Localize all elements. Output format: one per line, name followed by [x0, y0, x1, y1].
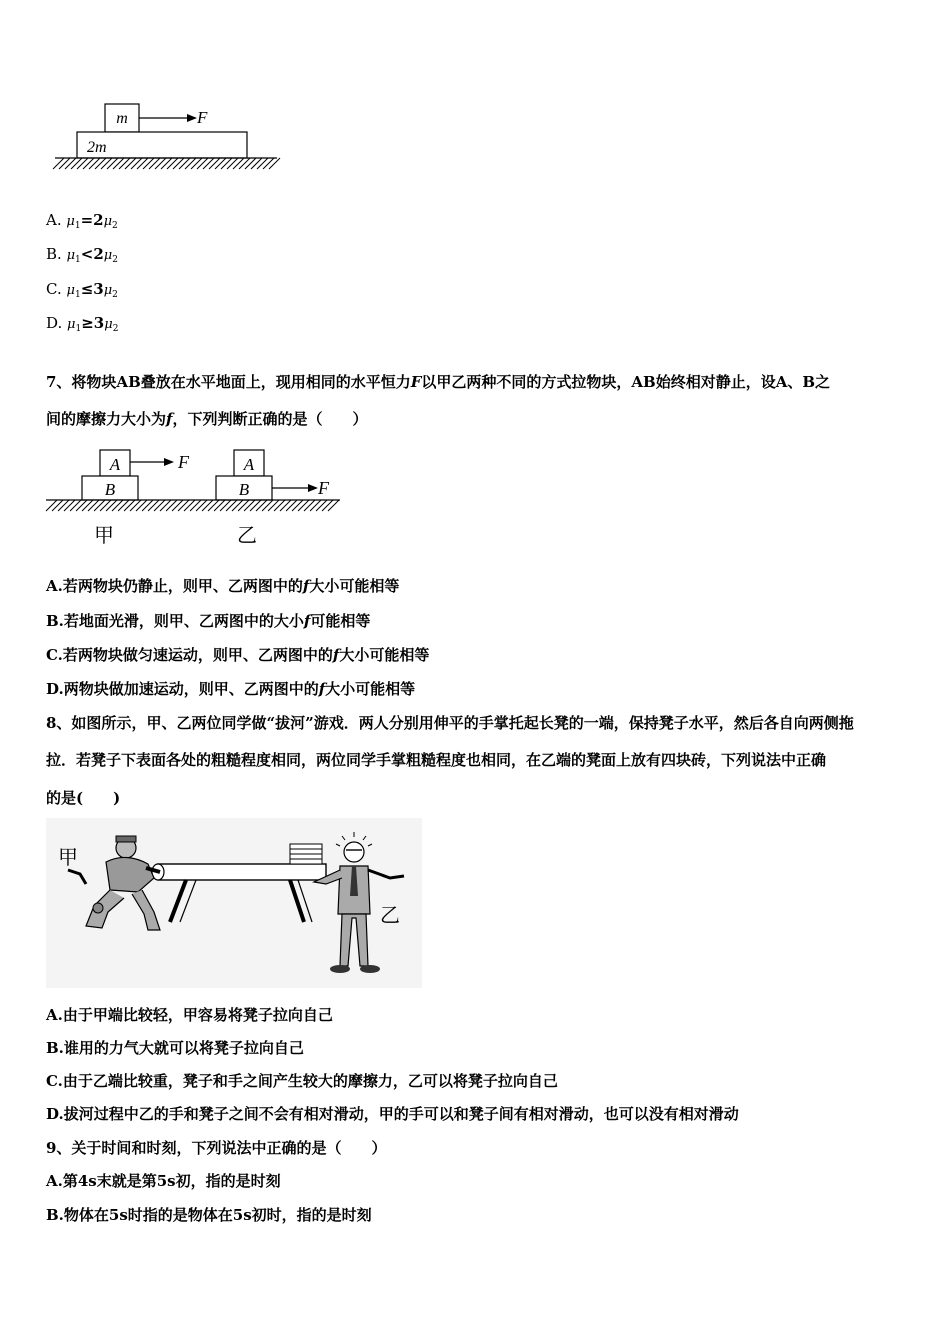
ground-hatch — [203, 158, 214, 169]
ground-hatch — [292, 500, 303, 511]
ground-hatch — [173, 158, 184, 169]
question-8-line1: 8、如图所示，甲、乙两位同学做“拔河”游戏．两人分别用伸平的手掌托起长凳的一端，保持凳子水平，然后各自向两侧拖 — [46, 714, 854, 732]
ground-hatch — [328, 500, 339, 511]
question-8-line2: 拉．若凳子下表面各处的粗糙程度相同，两位同学手掌粗糙程度也相同，在乙端的凳面上放有四块砖，下列说法中正确 — [46, 751, 827, 769]
question-7-line1: 7、将物块AB叠放在水平地面上，现用相同的水平恒力F以甲乙两种不同的方式拉物块，AB始终相对静止，设A、B之 — [46, 373, 831, 391]
ground-hatch — [226, 500, 237, 511]
block-B-left-label: B — [104, 480, 116, 499]
ground-hatch — [208, 500, 219, 511]
option-b[interactable]: B. $\mu_1<2\mu_2$ — [46, 245, 118, 265]
q8-option-c[interactable]: C.由于乙端比较重，凳子和手之间产生较大的摩擦力，乙可以将凳子拉向自己 — [46, 1072, 558, 1090]
ground-hatch — [83, 158, 94, 169]
ground-hatch — [316, 500, 327, 511]
ground-hatch — [53, 158, 64, 169]
ground-hatch — [142, 500, 153, 511]
question-9: 9、关于时间和时刻，下列说法中正确的是（ ） — [46, 1139, 387, 1157]
ground-hatch — [113, 158, 124, 169]
question-7-line2: 间的摩擦力大小为f，下列判断正确的是（ ） — [46, 410, 368, 428]
ground-hatch — [262, 500, 273, 511]
caption-yi: 乙 — [237, 523, 257, 547]
ground-hatch — [232, 500, 243, 511]
ground-hatch — [244, 500, 255, 511]
ground-hatch — [52, 500, 63, 511]
ground-hatch — [209, 158, 220, 169]
figure-bench-tug — [46, 818, 422, 988]
ground-hatch — [94, 500, 105, 511]
ground-hatch — [82, 500, 93, 511]
q7-option-d[interactable]: D.两物块做加速运动，则甲、乙两图中的f大小可能相等 — [46, 680, 416, 698]
ground-hatch — [215, 158, 226, 169]
ground-hatch — [220, 500, 231, 511]
block-m-label: m — [116, 110, 128, 127]
ground-hatch — [161, 158, 172, 169]
ground-hatch — [77, 158, 88, 169]
ground-hatch — [95, 158, 106, 169]
ground-hatch — [131, 158, 142, 169]
ground-hatch — [263, 158, 274, 169]
ground-hatch — [250, 500, 261, 511]
ground-hatch — [233, 158, 244, 169]
ground-hatch — [197, 158, 208, 169]
ground-hatch — [106, 500, 117, 511]
ground-hatch — [88, 500, 99, 511]
ground-hatch — [107, 158, 118, 169]
force-F-right-label: F — [318, 478, 329, 498]
q7-option-a[interactable]: A.若两物块仍静止，则甲、乙两图中的f大小可能相等 — [46, 577, 400, 595]
caption-jia: 甲 — [94, 523, 114, 547]
ground-hatch — [167, 158, 178, 169]
ground-hatch — [46, 500, 57, 511]
ground-hatch — [280, 500, 291, 511]
question-8-line3: 的是( ) — [46, 789, 121, 807]
ground-hatch — [298, 500, 309, 511]
ground-hatch — [89, 158, 100, 169]
ground-hatch — [179, 158, 190, 169]
ground-hatch — [172, 500, 183, 511]
ground-hatch — [256, 500, 267, 511]
ground-hatch — [160, 500, 171, 511]
ground-hatch — [71, 158, 82, 169]
block-A-right-label: A — [243, 455, 255, 474]
ground-hatch — [221, 158, 232, 169]
ground-hatch — [101, 158, 112, 169]
option-d[interactable]: D. $\mu_1\ge 3\mu_2$ — [46, 314, 119, 334]
ground-hatch — [136, 500, 147, 511]
ground-hatch — [143, 158, 154, 169]
figure-blocks-ab — [44, 446, 344, 550]
ground-hatch — [304, 500, 315, 511]
q8-option-b[interactable]: B.谁用的力气大就可以将凳子拉向自己 — [46, 1039, 304, 1057]
ground-hatch — [76, 500, 87, 511]
ground-hatch — [166, 500, 177, 511]
ground-hatch — [257, 158, 268, 169]
ground-hatch — [112, 500, 123, 511]
ground-hatch — [124, 500, 135, 511]
ground-hatch — [148, 500, 159, 511]
ground-hatch — [202, 500, 213, 511]
ground-hatch — [155, 158, 166, 169]
ground-hatch — [191, 158, 202, 169]
ground-hatch — [149, 158, 160, 169]
ground-hatch — [65, 158, 76, 169]
ground-hatch — [274, 500, 285, 511]
block-2m-label: 2m — [87, 139, 107, 156]
ground-hatch — [64, 500, 75, 511]
ground-hatch — [119, 158, 130, 169]
ground-hatch — [214, 500, 225, 511]
ground-hatch — [245, 158, 256, 169]
ground-hatch — [239, 158, 250, 169]
q7-option-c[interactable]: C.若两物块做匀速运动，则甲、乙两图中的f大小可能相等 — [46, 646, 430, 664]
ground-hatch — [118, 500, 129, 511]
ground-hatch — [268, 500, 279, 511]
label-jia: 甲 — [58, 845, 78, 869]
q8-option-a[interactable]: A.由于甲端比较轻，甲容易将凳子拉向自己 — [46, 1006, 333, 1024]
ground-hatch — [310, 500, 321, 511]
block-A-left-label: A — [109, 455, 121, 474]
ground-hatch — [190, 500, 201, 511]
option-a[interactable]: A. $\mu_1=2\mu_2$ — [46, 211, 118, 231]
label-yi: 乙 — [380, 903, 400, 927]
ground-hatch — [59, 158, 70, 169]
ground-hatch — [238, 500, 249, 511]
ground-hatch — [154, 500, 165, 511]
q7-option-b[interactable]: B.若地面光滑，则甲、乙两图中的大小f可能相等 — [46, 612, 371, 630]
q9-option-b[interactable]: B.物体在5s时指的是物体在5s初时，指的是时刻 — [46, 1206, 372, 1224]
ground-hatch — [322, 500, 333, 511]
ground-hatch — [184, 500, 195, 511]
option-c[interactable]: C. $\mu_1\le 3\mu_2$ — [46, 280, 118, 300]
q8-option-d[interactable]: D.拔河过程中乙的手和凳子之间不会有相对滑动，甲的手可以和凳子间有相对滑动，也可以没有相对滑动 — [46, 1105, 739, 1123]
ground-hatch — [100, 500, 111, 511]
ground-hatch — [58, 500, 69, 511]
block-B-right-label: B — [238, 480, 250, 499]
figure-blocks-m-2m — [45, 98, 285, 178]
ground-hatch — [70, 500, 81, 511]
force-F-label: F — [197, 108, 208, 127]
ground-hatch — [185, 158, 196, 169]
force-F-left-label: F — [178, 452, 189, 472]
ground-hatch — [125, 158, 136, 169]
ground-hatch — [251, 158, 262, 169]
q9-option-a[interactable]: A.第4s末就是第5s初，指的是时刻 — [46, 1172, 281, 1190]
ground-hatch — [137, 158, 148, 169]
ground-hatch — [269, 158, 280, 169]
ground-hatch — [130, 500, 141, 511]
ground-hatch — [178, 500, 189, 511]
ground-hatch — [227, 158, 238, 169]
ground-hatch — [286, 500, 297, 511]
ground-hatch — [196, 500, 207, 511]
